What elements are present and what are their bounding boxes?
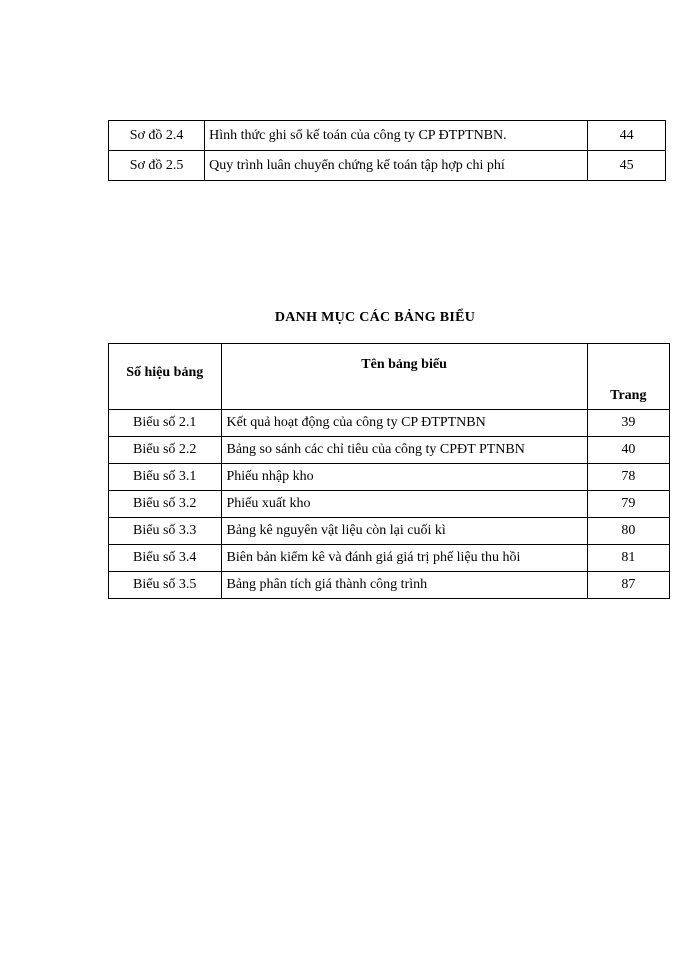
table-id: Biểu số 3.3	[109, 518, 222, 545]
diagram-id: Sơ đồ 2.5	[109, 151, 205, 181]
table-id: Biểu số 3.1	[109, 464, 222, 491]
table-row	[109, 410, 670, 437]
table-id: Biểu số 2.2	[109, 437, 222, 464]
table-row	[109, 491, 670, 518]
header-row	[109, 344, 670, 410]
table-page: 87	[587, 572, 669, 599]
table-title: Bảng so sánh các chỉ tiêu của công ty CPĐT PTNBN	[221, 437, 587, 464]
table-row	[109, 464, 670, 491]
table-id: Biểu số 3.4	[109, 545, 222, 572]
diagram-list-table	[108, 120, 666, 181]
header-name: Tên bảng biểu	[221, 344, 587, 410]
diagram-id: Sơ đồ 2.4	[109, 121, 205, 151]
header-number: Số hiệu bảng	[109, 344, 222, 410]
table-list-heading: DANH MỤC CÁC BẢNG BIỂU	[274, 310, 476, 325]
table-row	[109, 437, 670, 464]
table-page: 80	[587, 518, 669, 545]
diagram-page: 44	[588, 121, 666, 151]
table-title: Phiếu nhập kho	[221, 464, 587, 491]
table-row	[109, 151, 666, 181]
table-id: Biểu số 3.2	[109, 491, 222, 518]
table-page: 78	[587, 464, 669, 491]
table-page: 79	[587, 491, 669, 518]
table-id: Biểu số 3.5	[109, 572, 222, 599]
table-page: 81	[587, 545, 669, 572]
table-title: Bảng phân tích giá thành công trình	[221, 572, 587, 599]
table-page: 39	[587, 410, 669, 437]
table-title: Phiếu xuất kho	[221, 491, 587, 518]
table-title: Biên bản kiểm kê và đánh giá giá trị phế liệu thu hồi	[221, 545, 587, 572]
diagram-page: 45	[588, 151, 666, 181]
header-page: Trang	[587, 344, 669, 410]
table-page: 40	[587, 437, 669, 464]
table-title: Kết quả hoạt động của công ty CP ĐTPTNBN	[221, 410, 587, 437]
table-row	[109, 518, 670, 545]
table-title: Bảng kê nguyên vật liệu còn lại cuối kì	[221, 518, 587, 545]
table-row	[109, 121, 666, 151]
table-list-table	[108, 343, 670, 599]
table-row	[109, 572, 670, 599]
diagram-title: Hình thức ghi sổ kế toán của công ty CP ĐTPTNBN.	[205, 121, 588, 151]
table-id: Biểu số 2.1	[109, 410, 222, 437]
table-row	[109, 545, 670, 572]
diagram-title: Quy trình luân chuyển chứng kế toán tập hợp chi phí	[205, 151, 588, 181]
